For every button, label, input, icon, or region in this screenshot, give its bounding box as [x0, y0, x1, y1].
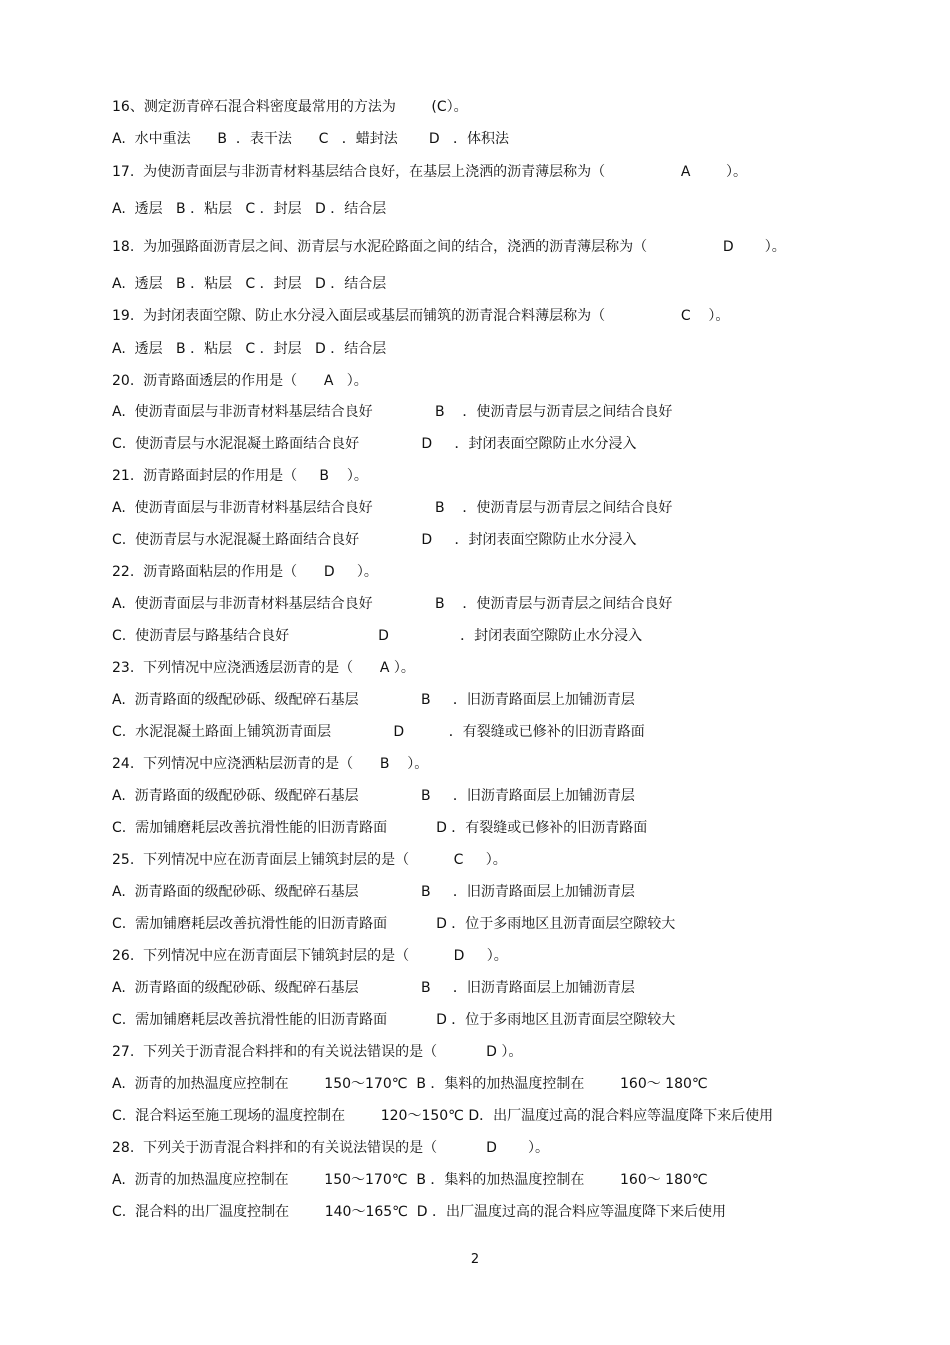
text-line: A. 水中重法 B ．表干法 C ．蜡封法 D ．体积法	[112, 131, 509, 147]
text-line: 27. 下列关于沥青混合料拌和的有关说法错误的是（ D ）。	[112, 1044, 523, 1060]
text-line: A. 沥青的加热温度应控制在 150～170℃ B ．集料的加热温度控制在 160～ 180℃	[112, 1172, 708, 1188]
text-line: 20. 沥青路面透层的作用是（ A ）。	[112, 373, 368, 389]
text-line: 26. 下列情况中应在沥青面层下铺筑封层的是（ D ）。	[112, 948, 508, 964]
text-line: C. 使沥青层与水泥混凝土路面结合良好 D ．封闭表面空隙防止水分浸入	[112, 532, 637, 548]
text-line: C. 混合料运至施工现场的温度控制在 120～150℃ D．出厂温度过高的混合料应等温度降下来后使用	[112, 1108, 774, 1124]
text-line: A. 透层 B ．粘层 C ．封层 D ．结合层	[112, 276, 387, 292]
text-line: C. 需加铺磨耗层改善抗滑性能的旧沥青路面 D ．位于多雨地区且沥青面层空隙较大	[112, 916, 676, 932]
text-line: 16、测定沥青碎石混合料密度最常用的方法为 (C）。	[112, 99, 468, 115]
text-line: 25. 下列情况中应在沥青面层上铺筑封层的是（ C ）。	[112, 852, 507, 868]
text-line: A. 沥青路面的级配砂砾、级配碎石基层 B ．旧沥青路面层上加铺沥青层	[112, 788, 635, 804]
text-line: A. 使沥青面层与非沥青材料基层结合良好 B ．使沥青层与沥青层之间结合良好	[112, 596, 673, 612]
text-line: A. 使沥青面层与非沥青材料基层结合良好 B ．使沥青层与沥青层之间结合良好	[112, 404, 673, 420]
text-line: 23. 下列情况中应浇洒透层沥青的是（ A ）。	[112, 660, 415, 676]
text-line: 17. 为使沥青面层与非沥青材料基层结合良好，在基层上浇洒的沥青薄层称为（ A ）。	[112, 164, 747, 180]
text-line: A. 透层 B ．粘层 C ．封层 D ．结合层	[112, 201, 387, 217]
text-line: C. 混合料的出厂温度控制在 140～165℃ D ．出厂温度过高的混合料应等温度降下来后使用	[112, 1204, 727, 1220]
text-line: C. 使沥青层与水泥混凝土路面结合良好 D ．封闭表面空隙防止水分浸入	[112, 436, 637, 452]
page-number: 2	[470, 1252, 480, 1267]
text-line: 18. 为加强路面沥青层之间、沥青层与水泥砼路面之间的结合，浇洒的沥青薄层称为（ D ）。	[112, 239, 786, 255]
text-line: C. 使沥青层与路基结合良好 D ．封闭表面空隙防止水分浸入	[112, 628, 643, 644]
text-line: A. 沥青路面的级配砂砾、级配碎石基层 B ．旧沥青路面层上加铺沥青层	[112, 692, 635, 708]
text-line: 22. 沥青路面粘层的作用是（ D ）。	[112, 564, 378, 580]
text-line: C. 需加铺磨耗层改善抗滑性能的旧沥青路面 D ．位于多雨地区且沥青面层空隙较大	[112, 1012, 676, 1028]
text-line: A. 透层 B ．粘层 C ．封层 D ．结合层	[112, 341, 387, 357]
text-line: A. 沥青的加热温度应控制在 150～170℃ B ．集料的加热温度控制在 160～ 180℃	[112, 1076, 708, 1092]
text-line: C. 需加铺磨耗层改善抗滑性能的旧沥青路面 D ．有裂缝或已修补的旧沥青路面	[112, 820, 648, 836]
text-line: 24. 下列情况中应浇洒粘层沥青的是（ B ）。	[112, 756, 429, 772]
text-line: A. 沥青路面的级配砂砾、级配碎石基层 B ．旧沥青路面层上加铺沥青层	[112, 884, 635, 900]
text-line: A. 沥青路面的级配砂砾、级配碎石基层 B ．旧沥青路面层上加铺沥青层	[112, 980, 635, 996]
text-line: 21. 沥青路面封层的作用是（ B ）。	[112, 468, 368, 484]
text-line: 28. 下列关于沥青混合料拌和的有关说法错误的是（ D ）。	[112, 1140, 550, 1156]
text-line: A. 使沥青面层与非沥青材料基层结合良好 B ．使沥青层与沥青层之间结合良好	[112, 500, 673, 516]
text-line: 19. 为封闭表面空隙、防止水分浸入面层或基层而铺筑的沥青混合料薄层称为（ C ）。	[112, 308, 730, 324]
text-line: C. 水泥混凝土路面上铺筑沥青面层 D ．有裂缝或已修补的旧沥青路面	[112, 724, 645, 740]
